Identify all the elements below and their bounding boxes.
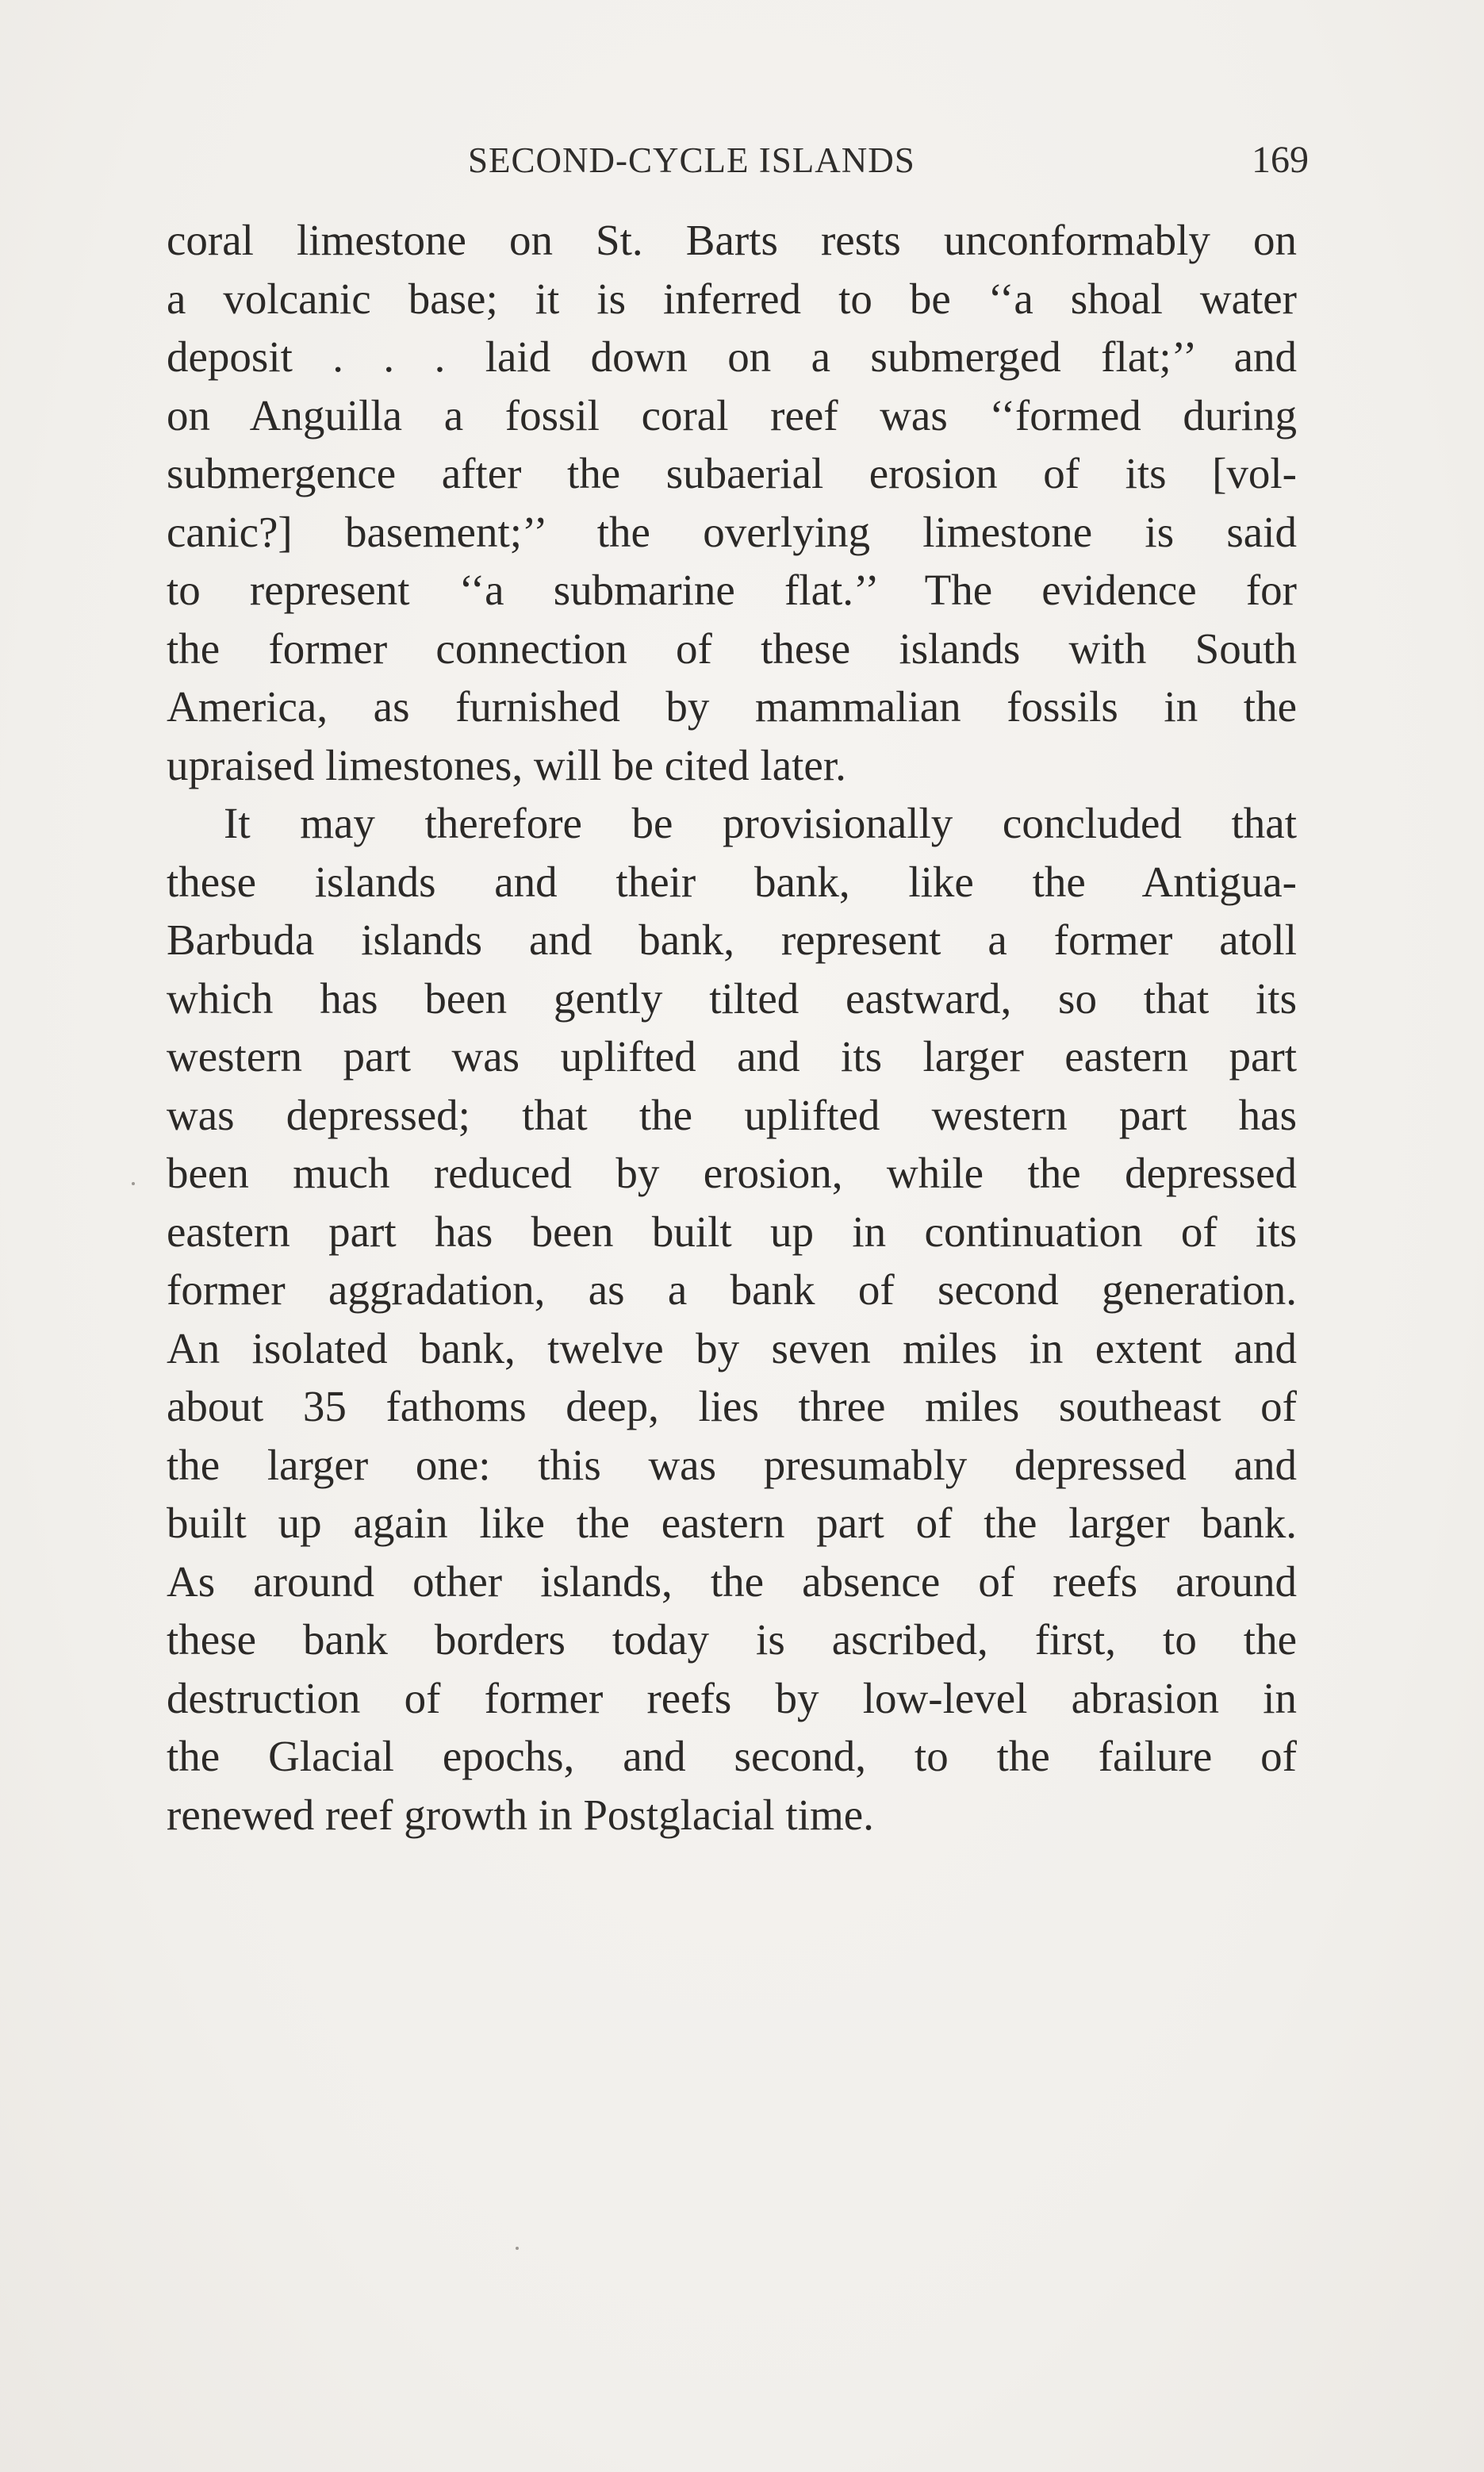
text-line: these bank borders today is ascribed, first, to the: [167, 1615, 1297, 1664]
body-text: [167, 211, 1297, 1844]
text-line: built up again like the eastern part of the larger bank.: [167, 1499, 1297, 1547]
text-line: Barbuda islands and bank, represent a former atoll: [167, 915, 1297, 964]
text-line: It may therefore be provisionally concluded that: [224, 799, 1297, 847]
page-number: 169: [1252, 139, 1309, 181]
text-line: destruction of former reefs by low-level abrasion in: [167, 1673, 1297, 1722]
text-line: was depressed; that the uplifted western part has: [167, 1090, 1297, 1139]
running-title: SECOND-CYCLE ISLANDS: [468, 140, 915, 180]
paper-speck: [132, 1182, 135, 1185]
text-line: renewed reef growth in Postglacial time.: [167, 1790, 874, 1839]
text-line: upraised limestones, will be cited later.: [167, 740, 846, 789]
text-line: which has been gently tilted eastward, so that its: [167, 973, 1297, 1023]
text-line: the Glacial epochs, and second, to the failure of: [167, 1732, 1297, 1780]
text-line: coral limestone on St. Barts rests unconformably on: [167, 216, 1297, 264]
text-line: canic?] basement;’’ the overlying limestone is said: [167, 507, 1297, 556]
text-line: these islands and their bank, like the Antigua-: [167, 857, 1297, 906]
text-line: eastern part has been built up in continuation of its: [167, 1207, 1297, 1256]
text-line: about 35 fathoms deep, lies three miles southeast of: [167, 1382, 1297, 1430]
text-line: on Anguilla a fossil coral reef was ‘‘formed during: [167, 390, 1297, 440]
text-line: the larger one: this was presumably depressed and: [167, 1440, 1297, 1489]
text-line: been much reduced by erosion, while the depressed: [167, 1149, 1297, 1197]
text-line: to represent ‘‘a submarine flat.’’ The evidence for: [167, 566, 1297, 614]
paper-speck: [516, 2247, 519, 2250]
text-line: An isolated bank, twelve by seven miles in extent and: [167, 1323, 1297, 1372]
text-line: America, as furnished by mammalian fossils in the: [167, 682, 1297, 731]
paragraph-1: [167, 211, 1297, 794]
text-line: a volcanic base; it is inferred to be ‘‘a shoal water: [167, 274, 1297, 323]
running-head: [167, 136, 1309, 184]
text-line: deposit . . . laid down on a submerged flat;’’ and: [167, 332, 1297, 381]
text-line: former aggradation, as a bank of second generation.: [167, 1265, 1297, 1314]
text-line: submergence after the subaerial erosion of its [vol-: [167, 449, 1297, 497]
text-line: western part was uplifted and its larger eastern part: [167, 1032, 1297, 1081]
text-line: As around other islands, the absence of reefs around: [167, 1557, 1297, 1606]
paragraph-2: [167, 794, 1297, 1844]
text-line: the former connection of these islands with South: [167, 624, 1297, 673]
